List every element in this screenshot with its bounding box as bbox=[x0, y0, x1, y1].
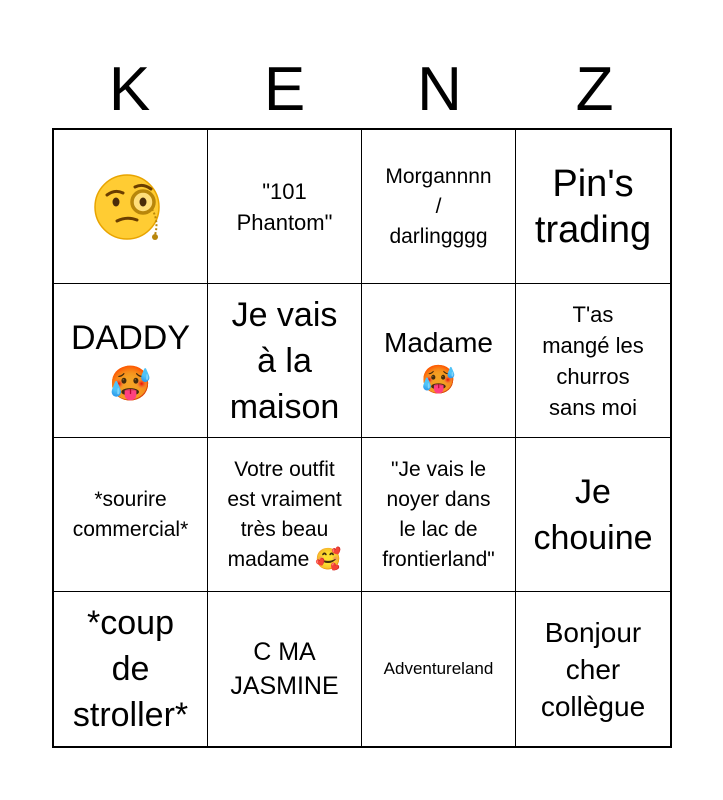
bingo-cell-13-text: *coup de stroller* bbox=[72, 604, 189, 734]
bingo-cell-5-text: DADDY 🥵 bbox=[70, 318, 191, 403]
bingo-cell-14-text: C MA JASMINE bbox=[230, 638, 339, 700]
bingo-cell-4-text: Pin's trading bbox=[534, 162, 652, 251]
bingo-cell-11-text: "Je vais le noyer dans le lac de frontierland" bbox=[382, 457, 495, 571]
bingo-cell-16[interactable] bbox=[516, 592, 670, 746]
bingo-cell-8[interactable] bbox=[516, 284, 670, 438]
bingo-cell-2[interactable] bbox=[208, 130, 362, 284]
bingo-cell-3-text: Morgannnn / darlingggg bbox=[385, 164, 492, 248]
bingo-cell-10[interactable] bbox=[208, 438, 362, 592]
bingo-cell-7-text: Madame 🥵 bbox=[384, 326, 493, 395]
bingo-cell-3[interactable] bbox=[362, 130, 516, 284]
bingo-cell-14[interactable] bbox=[208, 592, 362, 746]
bingo-cell-11[interactable] bbox=[362, 438, 516, 592]
face-with-monocle-icon bbox=[93, 169, 169, 245]
bingo-header bbox=[52, 52, 672, 128]
bingo-cell-10-text: Votre outfit est vraiment très beau madame 🥰 bbox=[227, 457, 342, 571]
bingo-cell-4[interactable] bbox=[516, 130, 670, 284]
header-letter-n: N bbox=[417, 55, 462, 124]
bingo-cell-5[interactable] bbox=[54, 284, 208, 438]
bingo-cell-7[interactable] bbox=[362, 284, 516, 438]
bingo-cell-6[interactable] bbox=[208, 284, 362, 438]
bingo-cell-15[interactable] bbox=[362, 592, 516, 746]
bingo-cell-9[interactable] bbox=[54, 438, 208, 592]
bingo-cell-12[interactable] bbox=[516, 438, 670, 592]
bingo-grid bbox=[52, 128, 672, 748]
header-letter-z: Z bbox=[575, 55, 614, 124]
bingo-cell-16-text: Bonjour cher collègue bbox=[540, 616, 646, 722]
bingo-cell-12-text: Je chouine bbox=[533, 472, 653, 557]
bingo-cell-9-text: *sourire commercial* bbox=[72, 487, 189, 541]
bingo-cell-6-text: Je vais à la maison bbox=[229, 295, 340, 426]
bingo-cell-1[interactable] bbox=[54, 130, 208, 284]
bingo-cell-8-text: T'as mangé les churros sans moi bbox=[542, 301, 644, 420]
bingo-cell-15-text: Adventureland bbox=[383, 659, 494, 678]
header-letter-k: K bbox=[108, 55, 151, 124]
header-letter-e: E bbox=[263, 55, 306, 124]
bingo-cell-2-text: "101 Phantom" bbox=[236, 178, 333, 235]
bingo-cell-13[interactable] bbox=[54, 592, 208, 746]
